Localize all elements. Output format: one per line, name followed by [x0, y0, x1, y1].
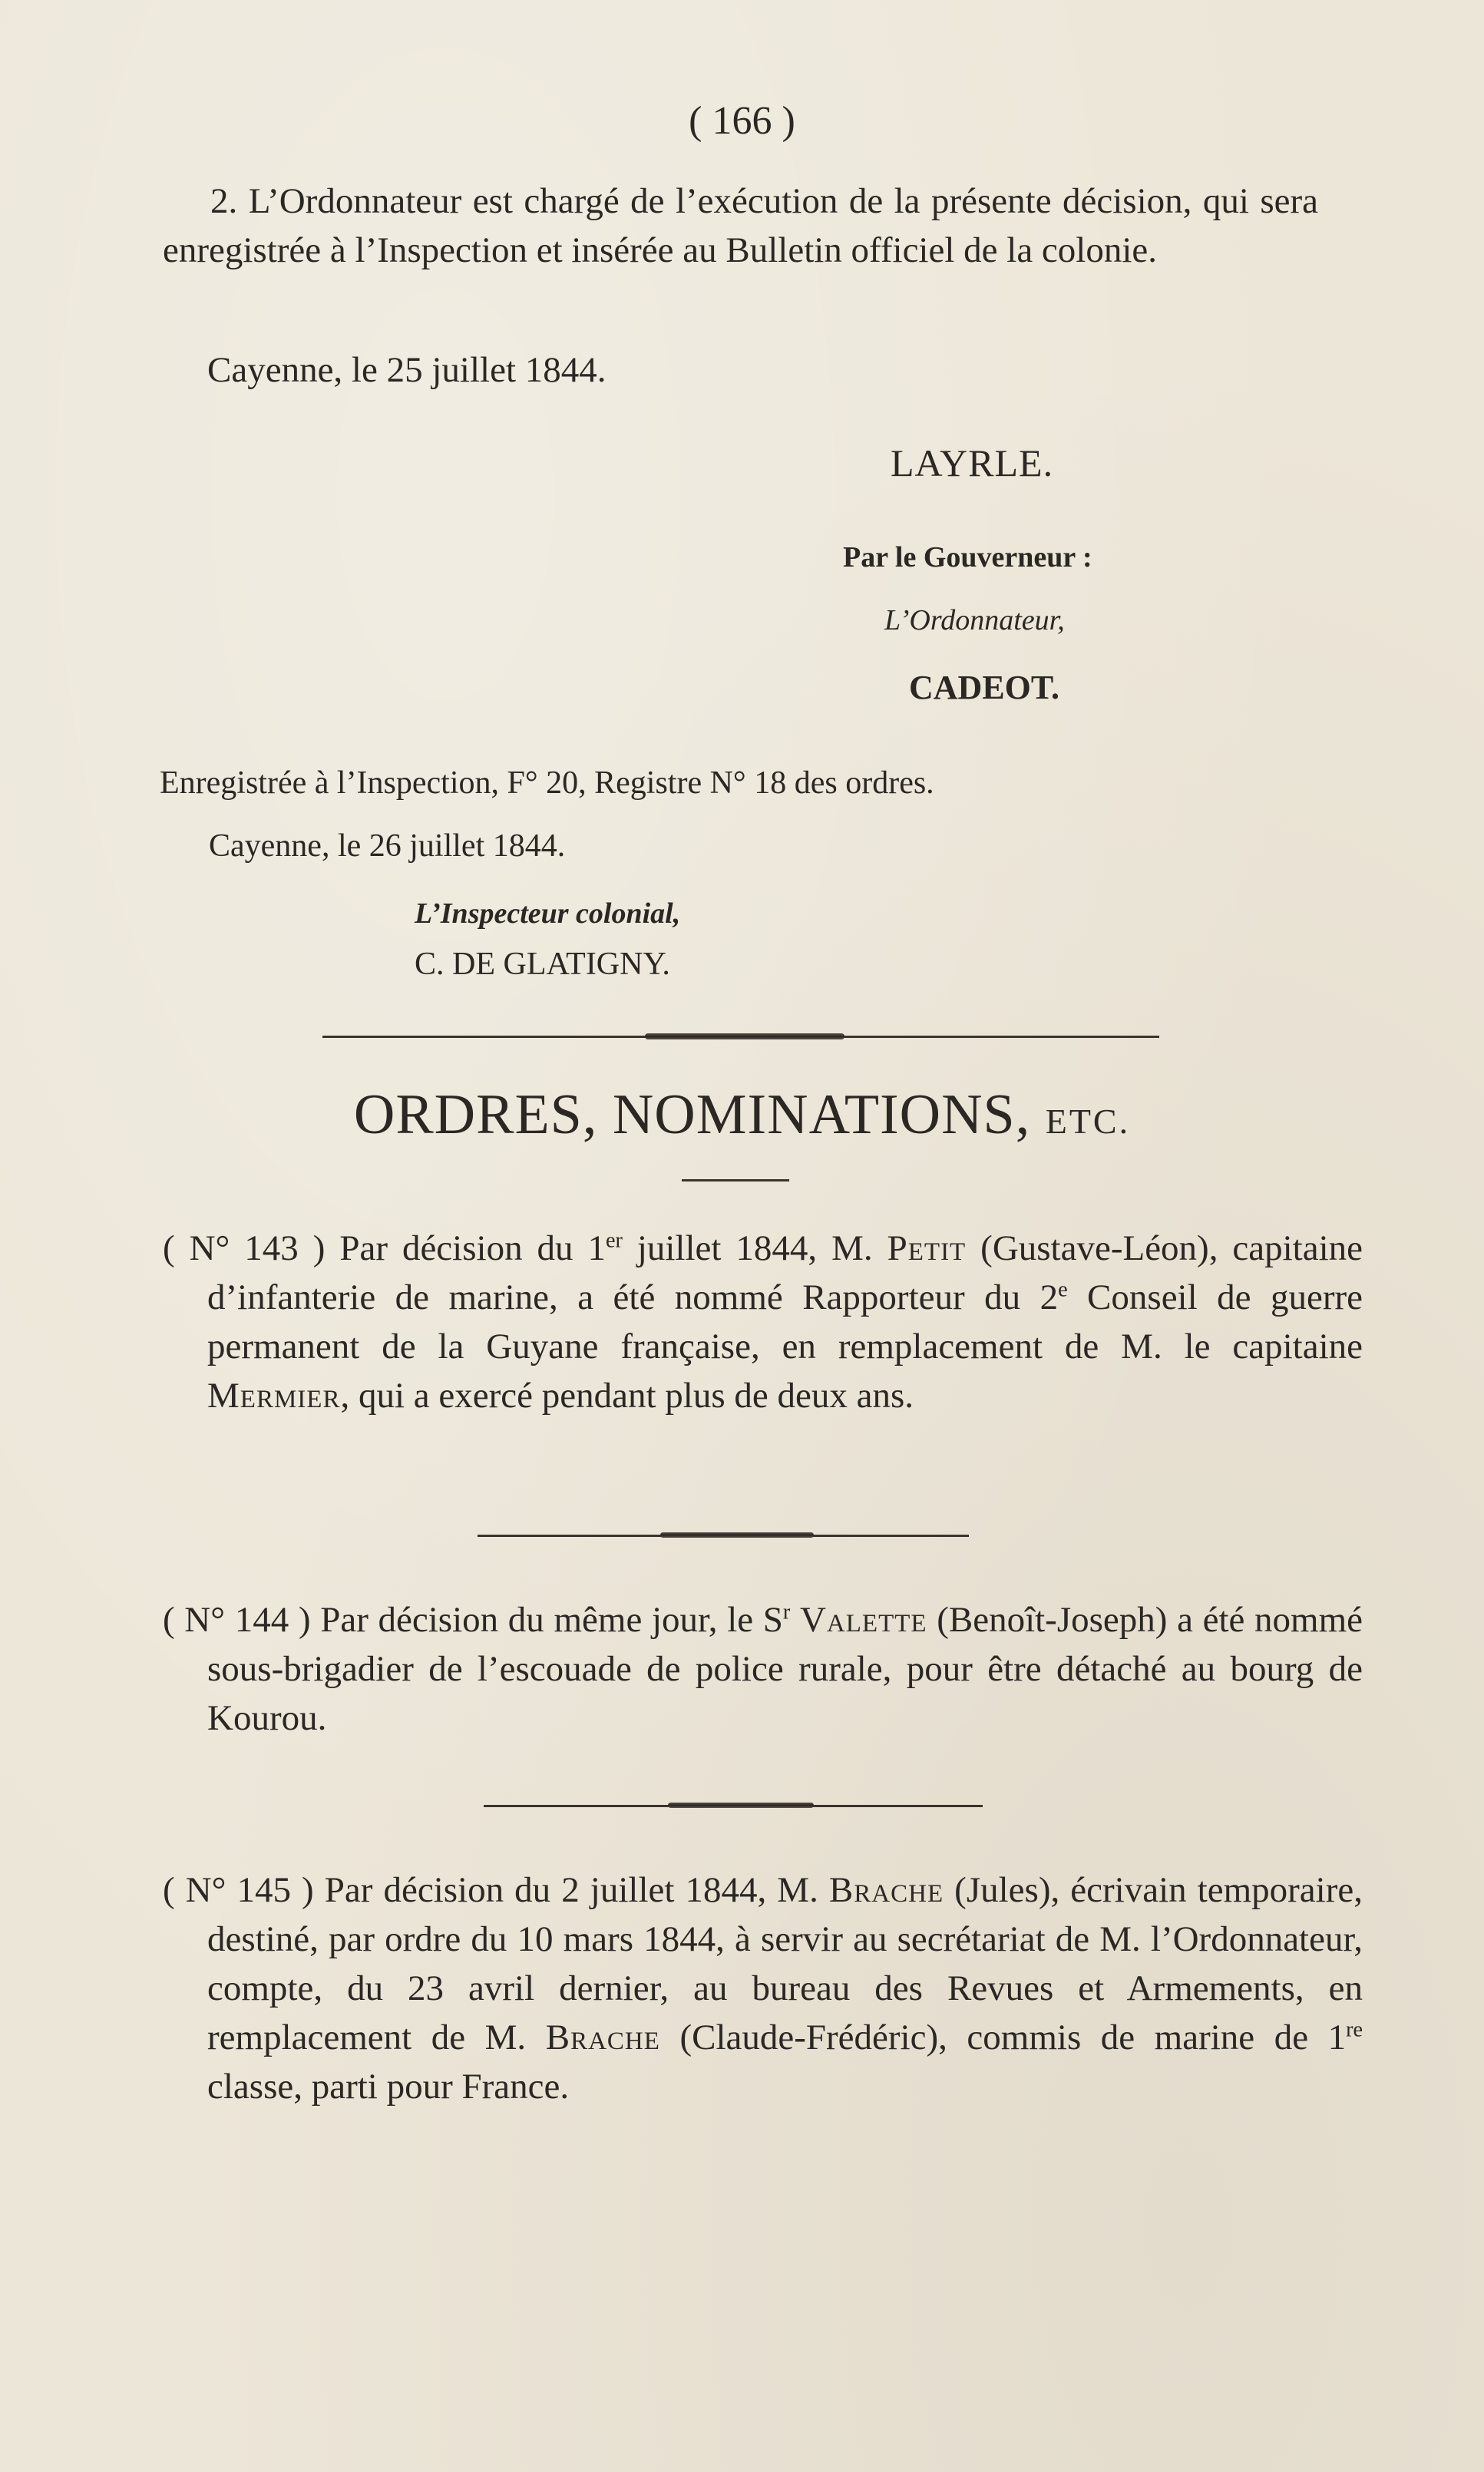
entry-144: ( N° 144 ) Par décision du même jour, le $S^r$ Valette (Benoît-Joseph) a été nommé sous-brigadier de l’escouade de police rurale, pour être détaché au bourg de Kourou. — [163, 1600, 1363, 1738]
ordonnateur-name: CADEOT. — [909, 669, 1059, 706]
heading-etc: ETC. — [1045, 1102, 1131, 1141]
entry-divider-ornament — [660, 1532, 814, 1538]
person-name: Valette — [799, 1600, 927, 1640]
entry-number: ( N° 143 ) — [163, 1228, 326, 1268]
article-2-paragraph: 2. L’Ordonnateur est chargé de l’exécution de la présente décision, qui sera enregistrée à l’Inspection et insérée au Bulletin officiel de la colonie. — [163, 181, 1318, 270]
person-name: Brache — [545, 2018, 660, 2057]
inspector-role: L’Inspecteur colonial, — [415, 897, 681, 930]
ordonnateur-role: L’Ordonnateur, — [884, 604, 1065, 636]
registration-line: Enregistrée à l’Inspection, F° 20, Registre N° 18 des ordres. — [160, 765, 934, 801]
section-divider-ornament — [645, 1033, 844, 1039]
person-name: Brache — [828, 1870, 944, 1910]
entry-number: ( N° 145 ) — [163, 1870, 314, 1910]
date-line: Cayenne, le 25 juillet 1844. — [207, 350, 606, 390]
entry-143: ( N° 143 ) Par décision du 1er juillet 1844, M. Petit (Gustave-Léon), capitaine d’infanterie de marine, a été nommé Rapporteur du 2e Conseil de guerre permanent de la Guyane française, en remplacement de M. le capitaine Mermier, qui a exercé pendant plus de deux ans. — [163, 1228, 1363, 1416]
heading-main: ORDRES, NOMINATIONS, — [353, 1083, 1031, 1146]
section-heading — [0, 1082, 1484, 1148]
entry-145: ( N° 145 ) Par décision du 2 juillet 1844, M. Brache (Jules), écrivain temporaire, destiné, par ordre du 10 mars 1844, à servir au secrétariat de M. l’Ordonnateur, compte, du 23 avril dernier, au bureau des Revues et Armements, en remplacement de M. Brache (Claude-Frédéric), commis de marine de 1re classe, parti pour France. — [163, 1870, 1363, 2107]
entry-number: ( N° 144 ) — [163, 1600, 311, 1640]
page-number: ( 166 ) — [689, 99, 795, 143]
heading-underline — [682, 1179, 789, 1181]
person-name: Petit — [887, 1228, 967, 1268]
signature-name: LAYRLE. — [891, 441, 1054, 484]
by-governor-label: Par le Gouverneur : — [843, 541, 1092, 573]
inspector-name: C. DE GLATIGNY. — [415, 947, 670, 982]
registration-date: Cayenne, le 26 juillet 1844. — [209, 828, 566, 864]
person-name: Mermier — [207, 1376, 341, 1416]
entry-divider-ornament — [668, 1803, 814, 1808]
